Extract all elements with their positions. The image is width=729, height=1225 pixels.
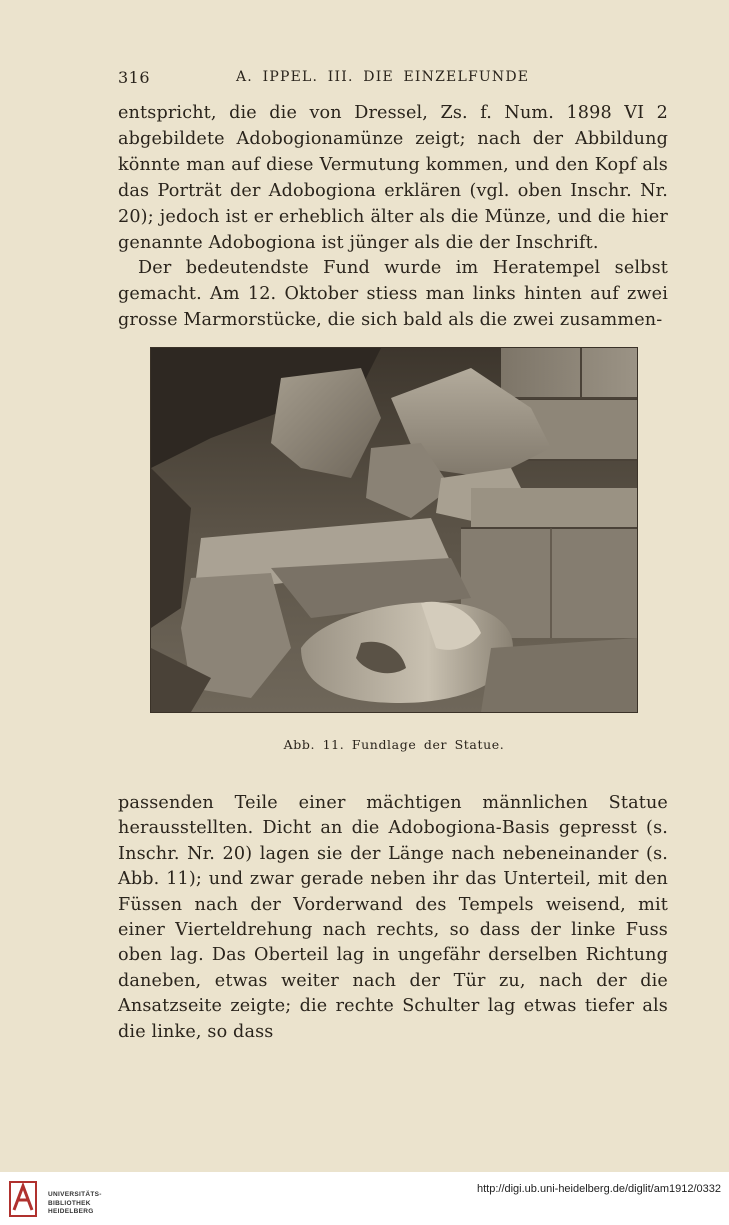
- paragraph-find: Der bedeutendste Fund wurde im Heratempel selbst gemacht. Am 12. Oktober stiess man links hinten auf zwei grosse Marmorstücke, die sich bald als die zwei zusammen-: [118, 258, 668, 331]
- library-line-2: BIBLIOTHEK: [48, 1199, 91, 1207]
- running-title: A. IPPEL. III. DIE EINZELFUNDE: [236, 69, 530, 85]
- running-header: [118, 68, 668, 94]
- permalink-url[interactable]: http://digi.ub.uni-heidelberg.de/diglit/am1912/0332: [476, 1183, 721, 1195]
- page-number: 316: [118, 68, 151, 87]
- halftone-photo: [151, 348, 637, 712]
- figure-photo-statue-findspot: [150, 347, 638, 713]
- library-logo: [8, 1180, 118, 1218]
- body-text-top: [118, 101, 668, 334]
- paragraph-continuation: entspricht, die die von Dressel, Zs. f. Num. 1898 VI 2 abgebildete Adobogionamünze zeigt; nach der Abbildung könnte man auf diese Vermutung kommen, und den Kopf als das Porträt der Adobogiona erklären (vgl. oben Inschr. Nr. 20); jedoch ist er erheblich älter als die Münze, und die hier genannte Adobogiona ist jünger als die der Inschrift.: [118, 103, 668, 253]
- body-text-bottom: [118, 791, 668, 1045]
- library-line-3: HEIDELBERG: [48, 1208, 94, 1215]
- university-seal-icon: [8, 1180, 38, 1218]
- paragraph-statue-position: passenden Teile einer mächtigen männlichen Statue herausstellten. Dicht an die Adobogiona-Basis gepresst (s. Inschr. Nr. 20) lagen sie der Länge nach nebeneinander (s. Abb. 11); und zwar gerade neben ihr das Unterteil, mit den Füssen nach der Vorderwand des Tempels weisend, mit einer Vierteldrehung nach rechts, so dass der linke Fuss oben lag. Das Oberteil lag in ungefähr derselben Richtung daneben, etwas weiter nach der Tür zu, nach der die Ansatzseite zeigte; die rechte Schulter lag etwas tiefer als die linke, so dass: [118, 793, 668, 1042]
- footer-bar: [0, 1172, 729, 1225]
- library-name: [48, 1191, 102, 1217]
- figure-caption: Abb. 11. Fundlage der Statue.: [283, 737, 505, 752]
- library-line-1: UNIVERSITÄTS-: [48, 1191, 102, 1198]
